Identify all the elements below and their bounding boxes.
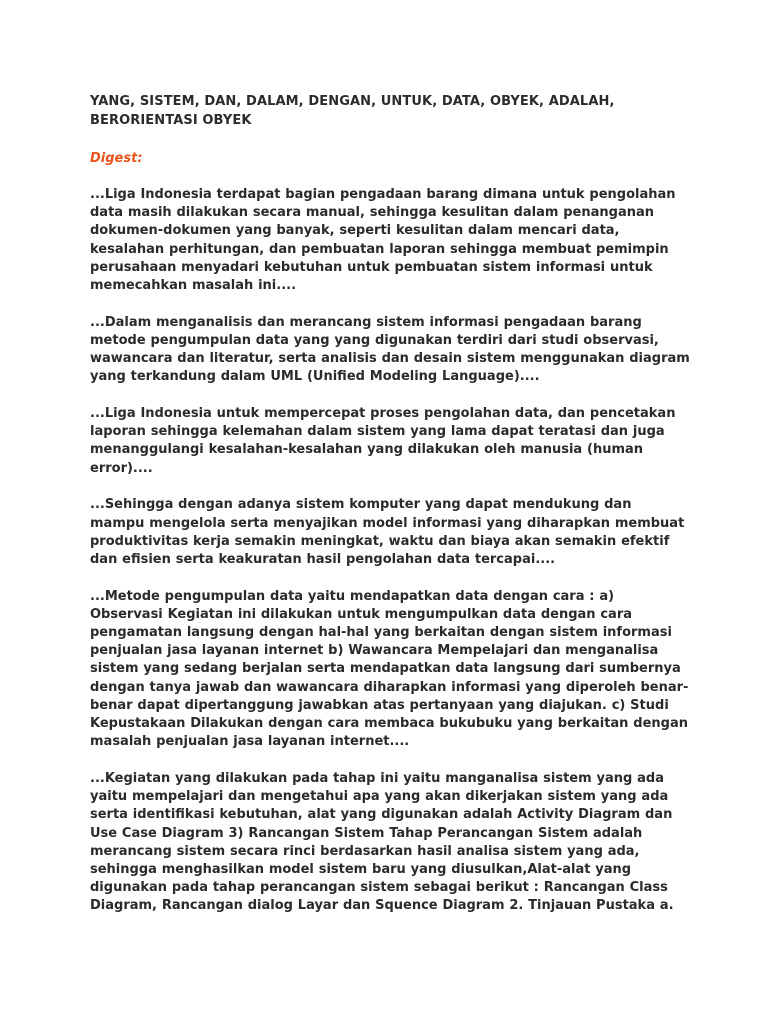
document-page [90, 93, 690, 934]
paragraph-3: ...Liga Indonesia untuk mempercepat proses pengolahan data, dan pencetakan laporan sehingga kelemahan dalam sistem yang lama dapat teratasi dan juga menanggulangi kesalahan-kesalahan yang dilakukan oleh manusia (human error).... [90, 406, 676, 476]
digest-label: Digest: [90, 151, 143, 166]
paragraph-6: ...Kegiatan yang dilakukan pada tahap ini yaitu manganalisa sistem yang ada yaitu mempelajari dan mengetahui apa yang akan dikerjakan sistem yang ada serta identifikasi kebutuhan, alat yang digunakan adalah Activity Diagram dan Use Case Diagram 3) Rancangan Sistem Tahap Perancangan Sistem adalah merancang sistem secara rinci berdasarkan hasil analisa sistem yang ada, sehingga menghasilkan model sistem baru yang diusulkan,Alat-alat yang digunakan pada tahap perancangan sistem sebagai berikut : Rancangan Class Diagram, Rancangan dialog Layar dan Squence Diagram 2. Tinjauan Pustaka a. [90, 770, 674, 914]
document-title: YANG, SISTEM, DAN, DALAM, DENGAN, UNTUK, DATA, OBYEK, ADALAH, BERORIENTASI OBYEK [90, 94, 615, 128]
paragraph-5: ...Metode pengumpulan data yaitu mendapatkan data dengan cara : a) Observasi Kegiatan ini dilakukan untuk mengumpulkan data dengan cara pengamatan langsung dengan hal-hal yang berkaitan dengan sistem informasi penjualan jasa layanan internet b) Wawancara Mempelajari dan menganalisa sistem yang sedang berjalan serta mendapatkan data langsung dari sumbernya dengan tanya jawab dan wawancara diharapkan informasi yang diperoleh benar-benar dapat dipertanggung jawabkan atas pertanyaan yang diajukan. c) Studi Kepustakaan Dilakukan dengan cara membaca bukubuku yang berkaitan dengan masalah penjualan jasa layanan internet.... [90, 588, 689, 750]
paragraph-4: ...Sehingga dengan adanya sistem komputer yang dapat mendukung dan mampu mengelola serta menyajikan model informasi yang diharapkan membuat produktivitas kerja semakin meningkat, waktu dan biaya akan semakin efektif dan efisien serta keakuratan hasil pengolahan data tercapai.... [90, 497, 685, 567]
paragraph-1: ...Liga Indonesia terdapat bagian pengadaan barang dimana untuk pengolahan data masih dilakukan secara manual, sehingga kesulitan dalam penanganan dokumen-dokumen yang banyak, seperti kesulitan dalam mencari data, kesalahan perhitungan, dan pembuatan laporan sehingga membuat pemimpin perusahaan menyadari kebutuhan untuk pembuatan sistem informasi untuk memecahkan masalah ini.... [90, 187, 676, 294]
paragraph-2: ...Dalam menganalisis dan merancang sistem informasi pengadaan barang metode pengumpulan data yang yang digunakan terdiri dari studi observasi, wawancara dan literatur, serta analisis dan desain sistem menggunakan diagram yang terkandung dalam UML (Unified Modeling Language).... [90, 314, 690, 385]
